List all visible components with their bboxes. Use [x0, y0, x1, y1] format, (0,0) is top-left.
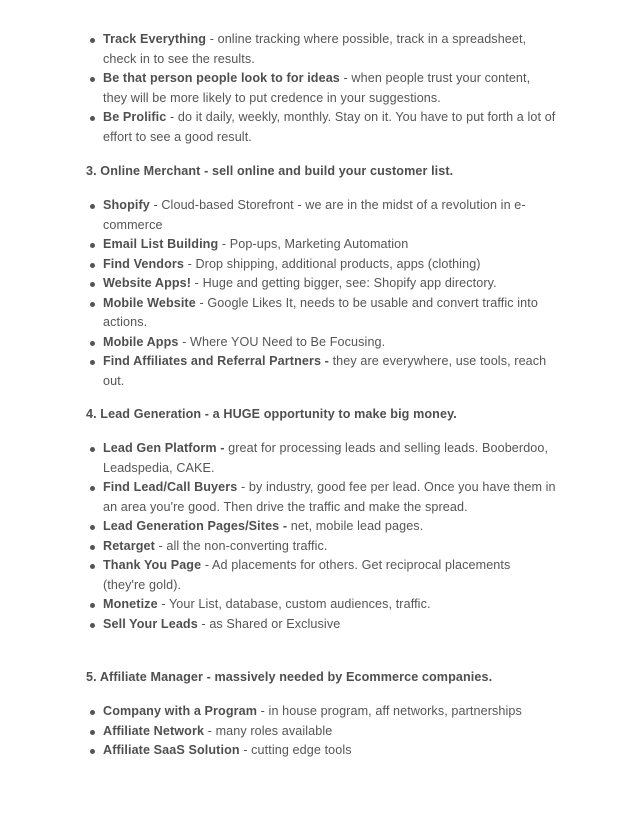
list-item — [86, 615, 556, 635]
item-description: - all the non-converting traffic. — [154, 538, 328, 553]
item-term: Find Vendors — [103, 256, 184, 271]
list-item — [86, 352, 556, 391]
list-item — [86, 30, 556, 69]
list-item — [86, 294, 556, 333]
section-heading-affiliate-manager: 5. Affiliate Manager - massively needed by Ecommerce companies. — [86, 670, 493, 684]
item-description: - by industry, good fee per lead. Once you have them in an area you're good. Then drive the traffic and make the spread. — [103, 480, 556, 514]
item-term: Retarget — [103, 538, 155, 553]
list-item — [86, 478, 556, 517]
item-description: - Where YOU Need to Be Focusing. — [178, 334, 386, 349]
item-term: Affiliate Network — [103, 723, 205, 738]
item-description: - Your List, database, custom audiences, traffic. — [157, 597, 431, 611]
item-description: - when people trust your content, they will be more likely to put credence in your suggestions. — [103, 71, 531, 105]
item-term: Shopify — [103, 198, 150, 212]
item-description: net, mobile lead pages. — [287, 519, 424, 533]
list-item — [86, 702, 556, 722]
item-term: Lead Gen Platform - — [103, 441, 225, 455]
online-merchant-list — [86, 196, 556, 391]
affiliate-manager-list — [86, 702, 556, 761]
list-item — [86, 439, 556, 478]
item-description: - Google Likes It, needs to be usable and convert traffic into actions. — [103, 295, 538, 329]
item-description: - Huge and getting bigger, see: Shopify app directory. — [191, 276, 497, 290]
item-term: Find Lead/Call Buyers — [103, 480, 238, 494]
list-item — [86, 235, 556, 255]
list-item — [86, 517, 556, 537]
item-description: - many roles available — [204, 723, 333, 738]
list-item — [86, 722, 556, 742]
item-term: Mobile Apps — [103, 334, 179, 349]
item-description: - online tracking where possible, track in a spreadsheet, check in to see the results. — [103, 32, 527, 66]
item-description: - do it daily, weekly, monthly. Stay on it. You have to put forth a lot of effort to see a good result. — [103, 110, 556, 144]
list-item — [86, 255, 556, 275]
item-term: Company with a Program — [103, 704, 258, 718]
item-term: Lead Generation Pages/Sites - — [103, 519, 288, 533]
item-description: they are everywhere, use tools, reach out. — [103, 354, 547, 388]
item-description: - in house program, aff networks, partnerships — [257, 704, 522, 718]
list-item — [86, 595, 556, 615]
list-item — [86, 556, 556, 595]
item-term: Thank You Page — [103, 558, 202, 572]
item-term: Sell Your Leads — [103, 616, 198, 631]
lead-generation-list — [86, 439, 556, 634]
list-item — [86, 274, 556, 294]
item-description: - cutting edge tools — [239, 743, 352, 757]
item-term: Email List Building — [103, 237, 219, 251]
item-description: - Cloud-based Storefront - we are in the midst of a revolution in e-commerce — [103, 198, 526, 232]
item-description: great for processing leads and selling leads. Booberdoo, Leadspedia, CAKE. — [103, 441, 549, 475]
item-description: - as Shared or Exclusive — [197, 616, 341, 631]
item-term: Affiliate SaaS Solution — [103, 743, 240, 757]
list-item — [86, 69, 556, 108]
list-item — [86, 741, 556, 761]
list-item — [86, 537, 556, 557]
item-term: Monetize — [103, 597, 158, 611]
item-description: - Drop shipping, additional products, apps (clothing) — [183, 256, 481, 271]
item-description: - Pop-ups, Marketing Automation — [218, 237, 409, 251]
intro-bullet-list — [86, 30, 556, 147]
section-heading-online-merchant: 3. Online Merchant - sell online and build your customer list. — [86, 164, 454, 178]
item-term: Website Apps! — [103, 276, 192, 290]
item-term: Be Prolific — [103, 110, 167, 124]
list-item — [86, 196, 556, 235]
item-term: Be that person people look to for ideas — [103, 71, 340, 85]
list-item — [86, 108, 556, 147]
item-term: Track Everything — [103, 32, 207, 46]
list-item — [86, 333, 556, 353]
item-description: - Ad placements for others. Get reciprocal placements (they're gold). — [103, 558, 511, 592]
section-heading-lead-generation: 4. Lead Generation - a HUGE opportunity to make big money. — [86, 407, 457, 421]
item-term: Mobile Website — [103, 295, 196, 310]
item-term: Find Affiliates and Referral Partners - — [103, 354, 329, 368]
